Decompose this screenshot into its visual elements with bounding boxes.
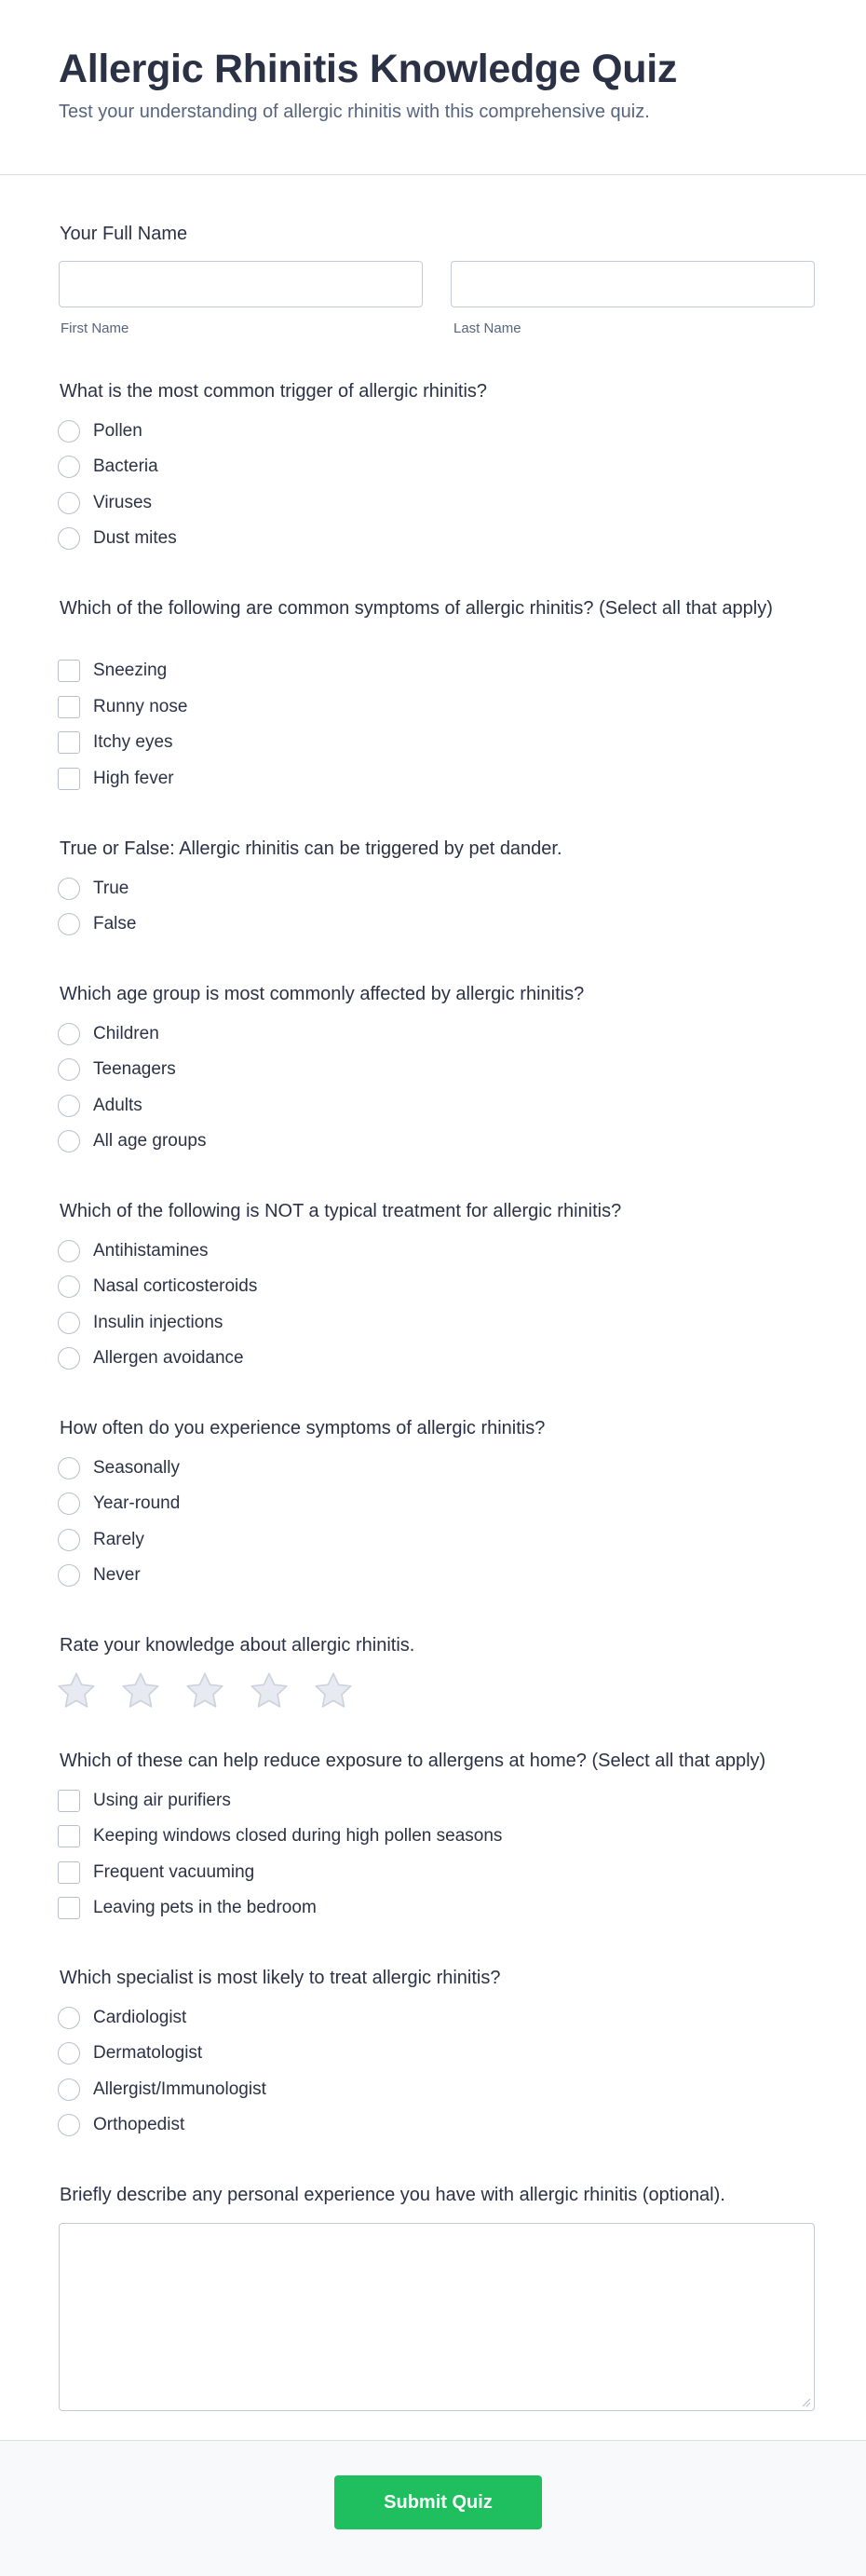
option-label: Allergist/Immunologist xyxy=(93,2079,266,2099)
option-radio[interactable] xyxy=(58,877,129,901)
option-label: Teenagers xyxy=(93,1059,176,1079)
option-label: Frequent vacuuming xyxy=(93,1862,255,1882)
option-label: Allergen avoidance xyxy=(93,1348,244,1368)
page-subtitle: Test your understanding of allergic rhinitis with this comprehensive quiz. xyxy=(59,102,650,122)
question-age-group: Which age group is most commonly affected by allergic rhinitis? xyxy=(60,984,585,1004)
checkbox[interactable] xyxy=(58,731,80,754)
option-label: Nasal corticosteroids xyxy=(93,1276,258,1296)
option-checkbox[interactable] xyxy=(58,1789,231,1813)
option-label: Antihistamines xyxy=(93,1241,209,1261)
option-radio[interactable] xyxy=(58,1563,141,1588)
radio-button[interactable] xyxy=(58,492,80,514)
option-checkbox[interactable] xyxy=(58,767,174,791)
radio-button[interactable] xyxy=(58,1492,80,1515)
first-name-input[interactable] xyxy=(59,261,423,307)
option-label: Seasonally xyxy=(93,1458,180,1478)
page-title: Allergic Rhinitis Knowledge Quiz xyxy=(59,47,678,91)
option-label: Adults xyxy=(93,1096,142,1115)
option-label: Viruses xyxy=(93,493,153,512)
radio-button[interactable] xyxy=(58,2079,80,2101)
option-radio[interactable] xyxy=(58,2041,202,2065)
option-checkbox[interactable] xyxy=(58,730,173,755)
radio-button[interactable] xyxy=(58,2042,80,2065)
option-radio[interactable] xyxy=(58,1022,159,1046)
star-icon[interactable] xyxy=(56,1670,97,1711)
option-radio[interactable] xyxy=(58,1528,144,1552)
option-checkbox[interactable] xyxy=(58,659,167,683)
option-checkbox[interactable] xyxy=(58,1860,254,1885)
submit-button[interactable]: Submit Quiz xyxy=(334,2475,542,2529)
radio-button[interactable] xyxy=(58,1240,80,1262)
checkbox[interactable] xyxy=(58,696,80,718)
resize-handle-icon[interactable] xyxy=(800,2396,811,2407)
option-radio[interactable] xyxy=(58,2113,184,2137)
option-label: Pollen xyxy=(93,421,142,441)
last-name-input[interactable] xyxy=(451,261,815,307)
option-label: Dermatologist xyxy=(93,2043,203,2063)
checkbox[interactable] xyxy=(58,1861,80,1884)
radio-button[interactable] xyxy=(58,1564,80,1587)
option-label: Dust mites xyxy=(93,528,177,548)
question-personal-experience: Briefly describe any personal experience you have with allergic rhinitis (optional). xyxy=(60,2185,725,2205)
option-label: Itchy eyes xyxy=(93,732,173,752)
option-checkbox[interactable] xyxy=(58,1896,317,1920)
radio-button[interactable] xyxy=(58,878,80,900)
experience-textarea[interactable] xyxy=(59,2223,815,2411)
option-label: Insulin injections xyxy=(93,1313,223,1332)
option-label: Using air purifiers xyxy=(93,1791,231,1810)
question-frequency: How often do you experience symptoms of allergic rhinitis? xyxy=(60,1418,546,1438)
option-label: Cardiologist xyxy=(93,2008,187,2027)
option-radio[interactable] xyxy=(58,912,136,936)
option-radio[interactable] xyxy=(58,419,142,443)
option-radio[interactable] xyxy=(58,491,152,515)
radio-button[interactable] xyxy=(58,420,80,443)
option-radio[interactable] xyxy=(58,1129,206,1153)
checkbox[interactable] xyxy=(58,768,80,790)
last-name-sublabel: Last Name xyxy=(453,320,521,336)
option-radio[interactable] xyxy=(58,1311,223,1335)
option-label: Never xyxy=(93,1565,141,1585)
checkbox[interactable] xyxy=(58,660,80,682)
option-radio[interactable] xyxy=(58,1346,244,1370)
radio-button[interactable] xyxy=(58,1457,80,1479)
option-label: High fever xyxy=(93,769,174,788)
radio-button[interactable] xyxy=(58,913,80,935)
radio-button[interactable] xyxy=(58,1312,80,1334)
option-radio[interactable] xyxy=(58,1239,209,1263)
option-checkbox[interactable] xyxy=(58,695,187,719)
option-label: Keeping windows closed during high pollen seasons xyxy=(93,1826,503,1846)
radio-button[interactable] xyxy=(58,1095,80,1117)
checkbox[interactable] xyxy=(58,1825,80,1847)
option-radio[interactable] xyxy=(58,526,177,551)
radio-button[interactable] xyxy=(58,1058,80,1081)
radio-button[interactable] xyxy=(58,1529,80,1551)
radio-button[interactable] xyxy=(58,2007,80,2029)
question-reduce-exposure: Which of these can help reduce exposure to allergens at home? (Select all that apply) xyxy=(60,1751,766,1771)
radio-button[interactable] xyxy=(58,527,80,550)
option-radio[interactable] xyxy=(58,2078,266,2102)
question-trigger: What is the most common trigger of allergic rhinitis? xyxy=(60,381,488,402)
option-radio[interactable] xyxy=(58,1492,180,1516)
checkbox[interactable] xyxy=(58,1897,80,1919)
checkbox[interactable] xyxy=(58,1790,80,1812)
star-icon[interactable] xyxy=(184,1670,225,1711)
option-radio[interactable] xyxy=(58,1456,180,1480)
star-icon[interactable] xyxy=(120,1670,161,1711)
radio-button[interactable] xyxy=(58,1130,80,1152)
star-icon[interactable] xyxy=(313,1670,354,1711)
star-rating[interactable] xyxy=(56,1670,377,1711)
radio-button[interactable] xyxy=(58,2114,80,2136)
question-specialist: Which specialist is most likely to treat allergic rhinitis? xyxy=(60,1968,501,1988)
option-label: Sneezing xyxy=(93,661,168,680)
option-label: True xyxy=(93,879,129,898)
question-treatment: Which of the following is NOT a typical treatment for allergic rhinitis? xyxy=(60,1201,622,1221)
full-name-label: Your Full Name xyxy=(60,224,188,244)
option-radio[interactable] xyxy=(58,455,158,479)
star-icon[interactable] xyxy=(249,1670,290,1711)
option-label: Orthopedist xyxy=(93,2115,185,2134)
option-label: Bacteria xyxy=(93,457,158,476)
question-rating: Rate your knowledge about allergic rhinitis. xyxy=(60,1635,415,1656)
option-label: Rarely xyxy=(93,1530,144,1549)
option-label: Leaving pets in the bedroom xyxy=(93,1898,317,1917)
radio-button[interactable] xyxy=(58,1023,80,1045)
radio-button[interactable] xyxy=(58,456,80,478)
radio-button[interactable] xyxy=(58,1275,80,1298)
option-radio[interactable] xyxy=(58,1057,176,1082)
option-checkbox[interactable] xyxy=(58,1824,502,1848)
question-symptoms: Which of the following are common symptoms of allergic rhinitis? (Select all that apply) xyxy=(60,598,773,619)
radio-button[interactable] xyxy=(58,1347,80,1370)
form-header xyxy=(0,0,866,175)
option-label: Year-round xyxy=(93,1493,181,1513)
option-radio[interactable] xyxy=(58,2006,186,2030)
option-radio[interactable] xyxy=(58,1094,142,1118)
question-pet-dander: True or False: Allergic rhinitis can be triggered by pet dander. xyxy=(60,838,562,859)
option-label: All age groups xyxy=(93,1131,207,1151)
option-label: Runny nose xyxy=(93,697,188,716)
option-label: Children xyxy=(93,1024,159,1043)
option-radio[interactable] xyxy=(58,1274,257,1299)
first-name-sublabel: First Name xyxy=(61,320,129,336)
option-label: False xyxy=(93,914,137,934)
